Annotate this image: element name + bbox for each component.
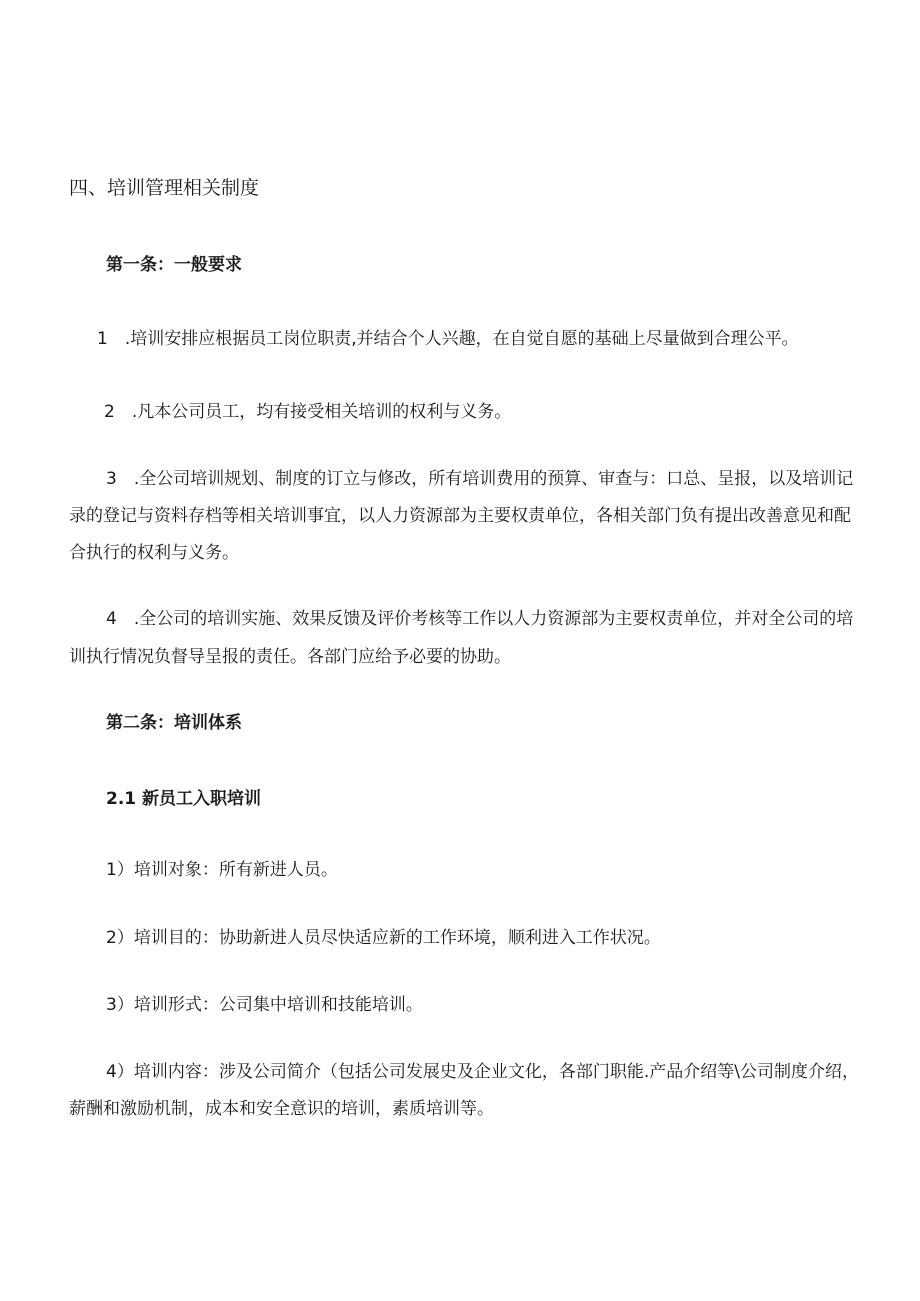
article-2-heading: 第二条：培训体系 (106, 713, 242, 733)
article-2-item-1: 1）培训对象：所有新进人员。 (106, 860, 338, 880)
article-2-item-4-line-1: 4）培训内容：涉及公司简介（包括公司发展史及企业文化，各部门职能.产品介绍等\公司制度介绍， (106, 1062, 859, 1082)
article-1-item-3-line-1: 3 .全公司培训规划、制度的订立与修改，所有培训费用的预算、审查与：口总、呈报，以及培训记 (106, 469, 854, 489)
article-1-item-2: 2 .凡本公司员工，均有接受相关培训的权利与义务。 (104, 402, 512, 422)
article-1-item-3-line-3: 合执行的权利与义务。 (69, 543, 239, 563)
subsection-2-1-heading: 2.1 新员工入职培训 (106, 789, 262, 809)
article-1-item-1: 1 .培训安排应根据员工岗位职责,并结合个人兴趣，在自觉自愿的基础上尽量做到合理公平。 (97, 329, 799, 349)
article-2-item-3: 3）培训形式：公司集中培训和技能培训。 (106, 995, 423, 1015)
article-1-heading: 第一条：一般要求 (106, 255, 242, 275)
article-2-item-4-line-2: 薪酬和激励机制，成本和安全意识的培训，素质培训等。 (69, 1099, 494, 1119)
article-1-item-4-line-2: 训执行情况负督导呈报的责任。各部门应给予必要的协助。 (69, 647, 511, 667)
article-1-item-4-line-1: 4 .全公司的培训实施、效果反馈及评价考核等工作以人力资源部为主要权责单位，并对全公司的培 (106, 609, 854, 629)
article-2-item-2: 2）培训目的：协助新进人员尽快适应新的工作环境，顺利进入工作状况。 (106, 928, 661, 948)
section-title: 四、培训管理相关制度 (69, 177, 260, 199)
article-1-item-3-line-2: 录的登记与资料存档等相关培训事宜，以人力资源部为主要权责单位，各相关部门负有提出改善意见和配 (69, 506, 851, 526)
